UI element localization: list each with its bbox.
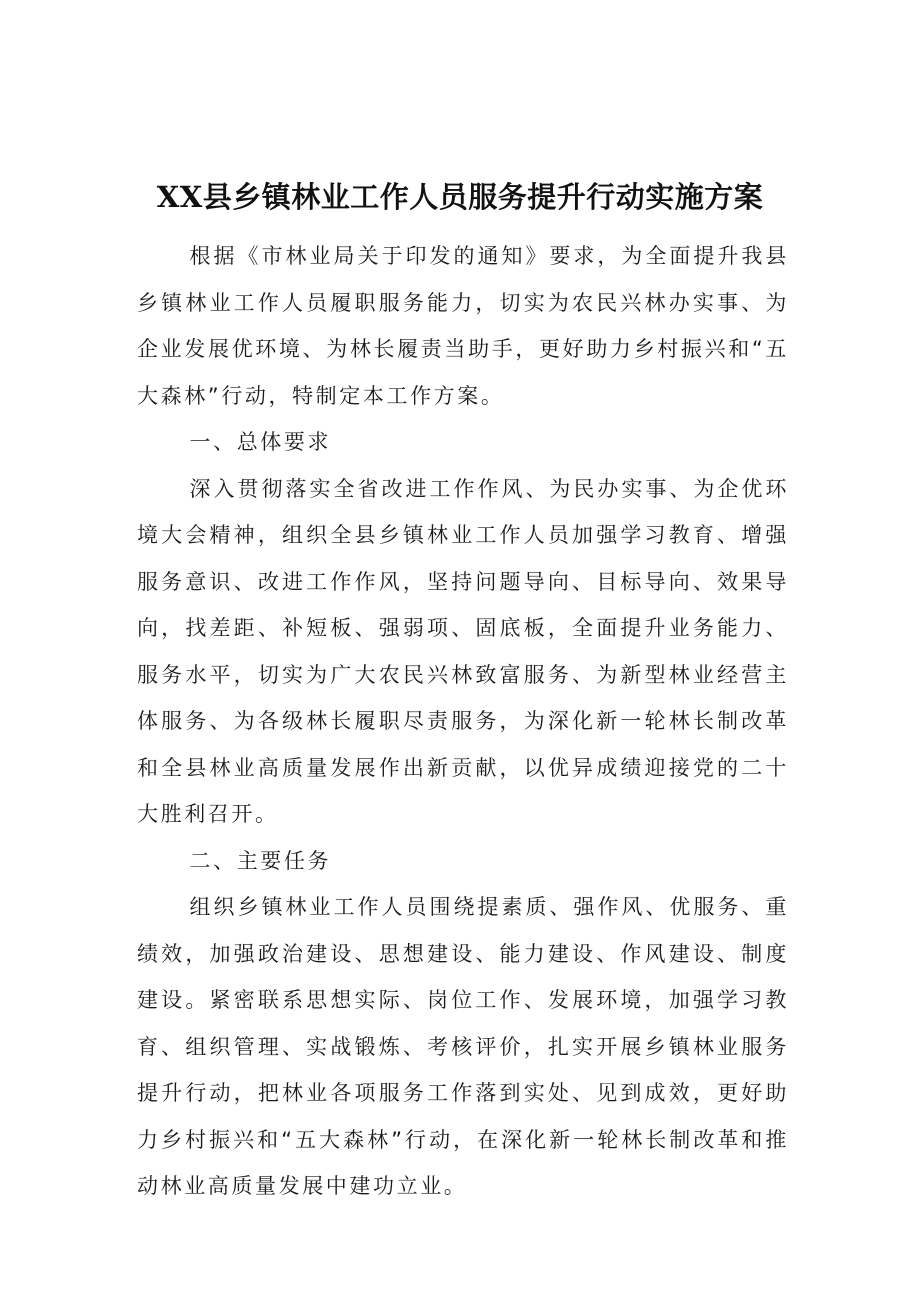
section-heading-general-requirements: 一、总体要求 bbox=[189, 430, 332, 454]
document-body bbox=[137, 233, 789, 1210]
intro-paragraph: 根据《市林业局关于印发的通知》要求，为全面提升我县乡镇林业工作人员履职服务能力，切实为农民兴林办实事、为企业发展优环境、为林长履责当助手，更好助力乡村振兴和“五大森林”行动，特制定本工作方案。 bbox=[137, 244, 789, 408]
document-title: XX县乡镇林业工作人员服务提升行动实施方案 bbox=[156, 180, 764, 214]
section-heading-main-tasks: 二、主要任务 bbox=[189, 848, 332, 873]
general-requirements-paragraph: 深入贯彻落实全省改进工作作风、为民办实事、为企优环境大会精神，组织全县乡镇林业工作人员加强学习教育、增强服务意识、改进工作作风，坚持问题导向、目标导向、效果导向，找差距、补短板、强弱项、固底板，全面提升业务能力、服务水平，切实为广大农民兴林致富服务、为新型林业经营主体服务、为各级林长履职尽责服务，为深化新一轮林长制改革和全县林业高质量发展作出新贡献，以优异成绩迎接党的二十大胜利召开。 bbox=[137, 476, 789, 826]
main-tasks-paragraph: 组织乡镇林业工作人员围绕提素质、强作风、优服务、重绩效，加强政治建设、思想建设、能力建设、作风建设、制度建设。紧密联系思想实际、岗位工作、发展环境，加强学习教育、组织管理、实战锻炼、考核评价，扎实开展乡镇林业服务提升行动，把林业各项服务工作落到实处、见到成效，更好助力乡村振兴和“五大森林”行动，在深化新一轮林长制改革和推动林业高质量发展中建功立业。 bbox=[137, 895, 789, 1198]
